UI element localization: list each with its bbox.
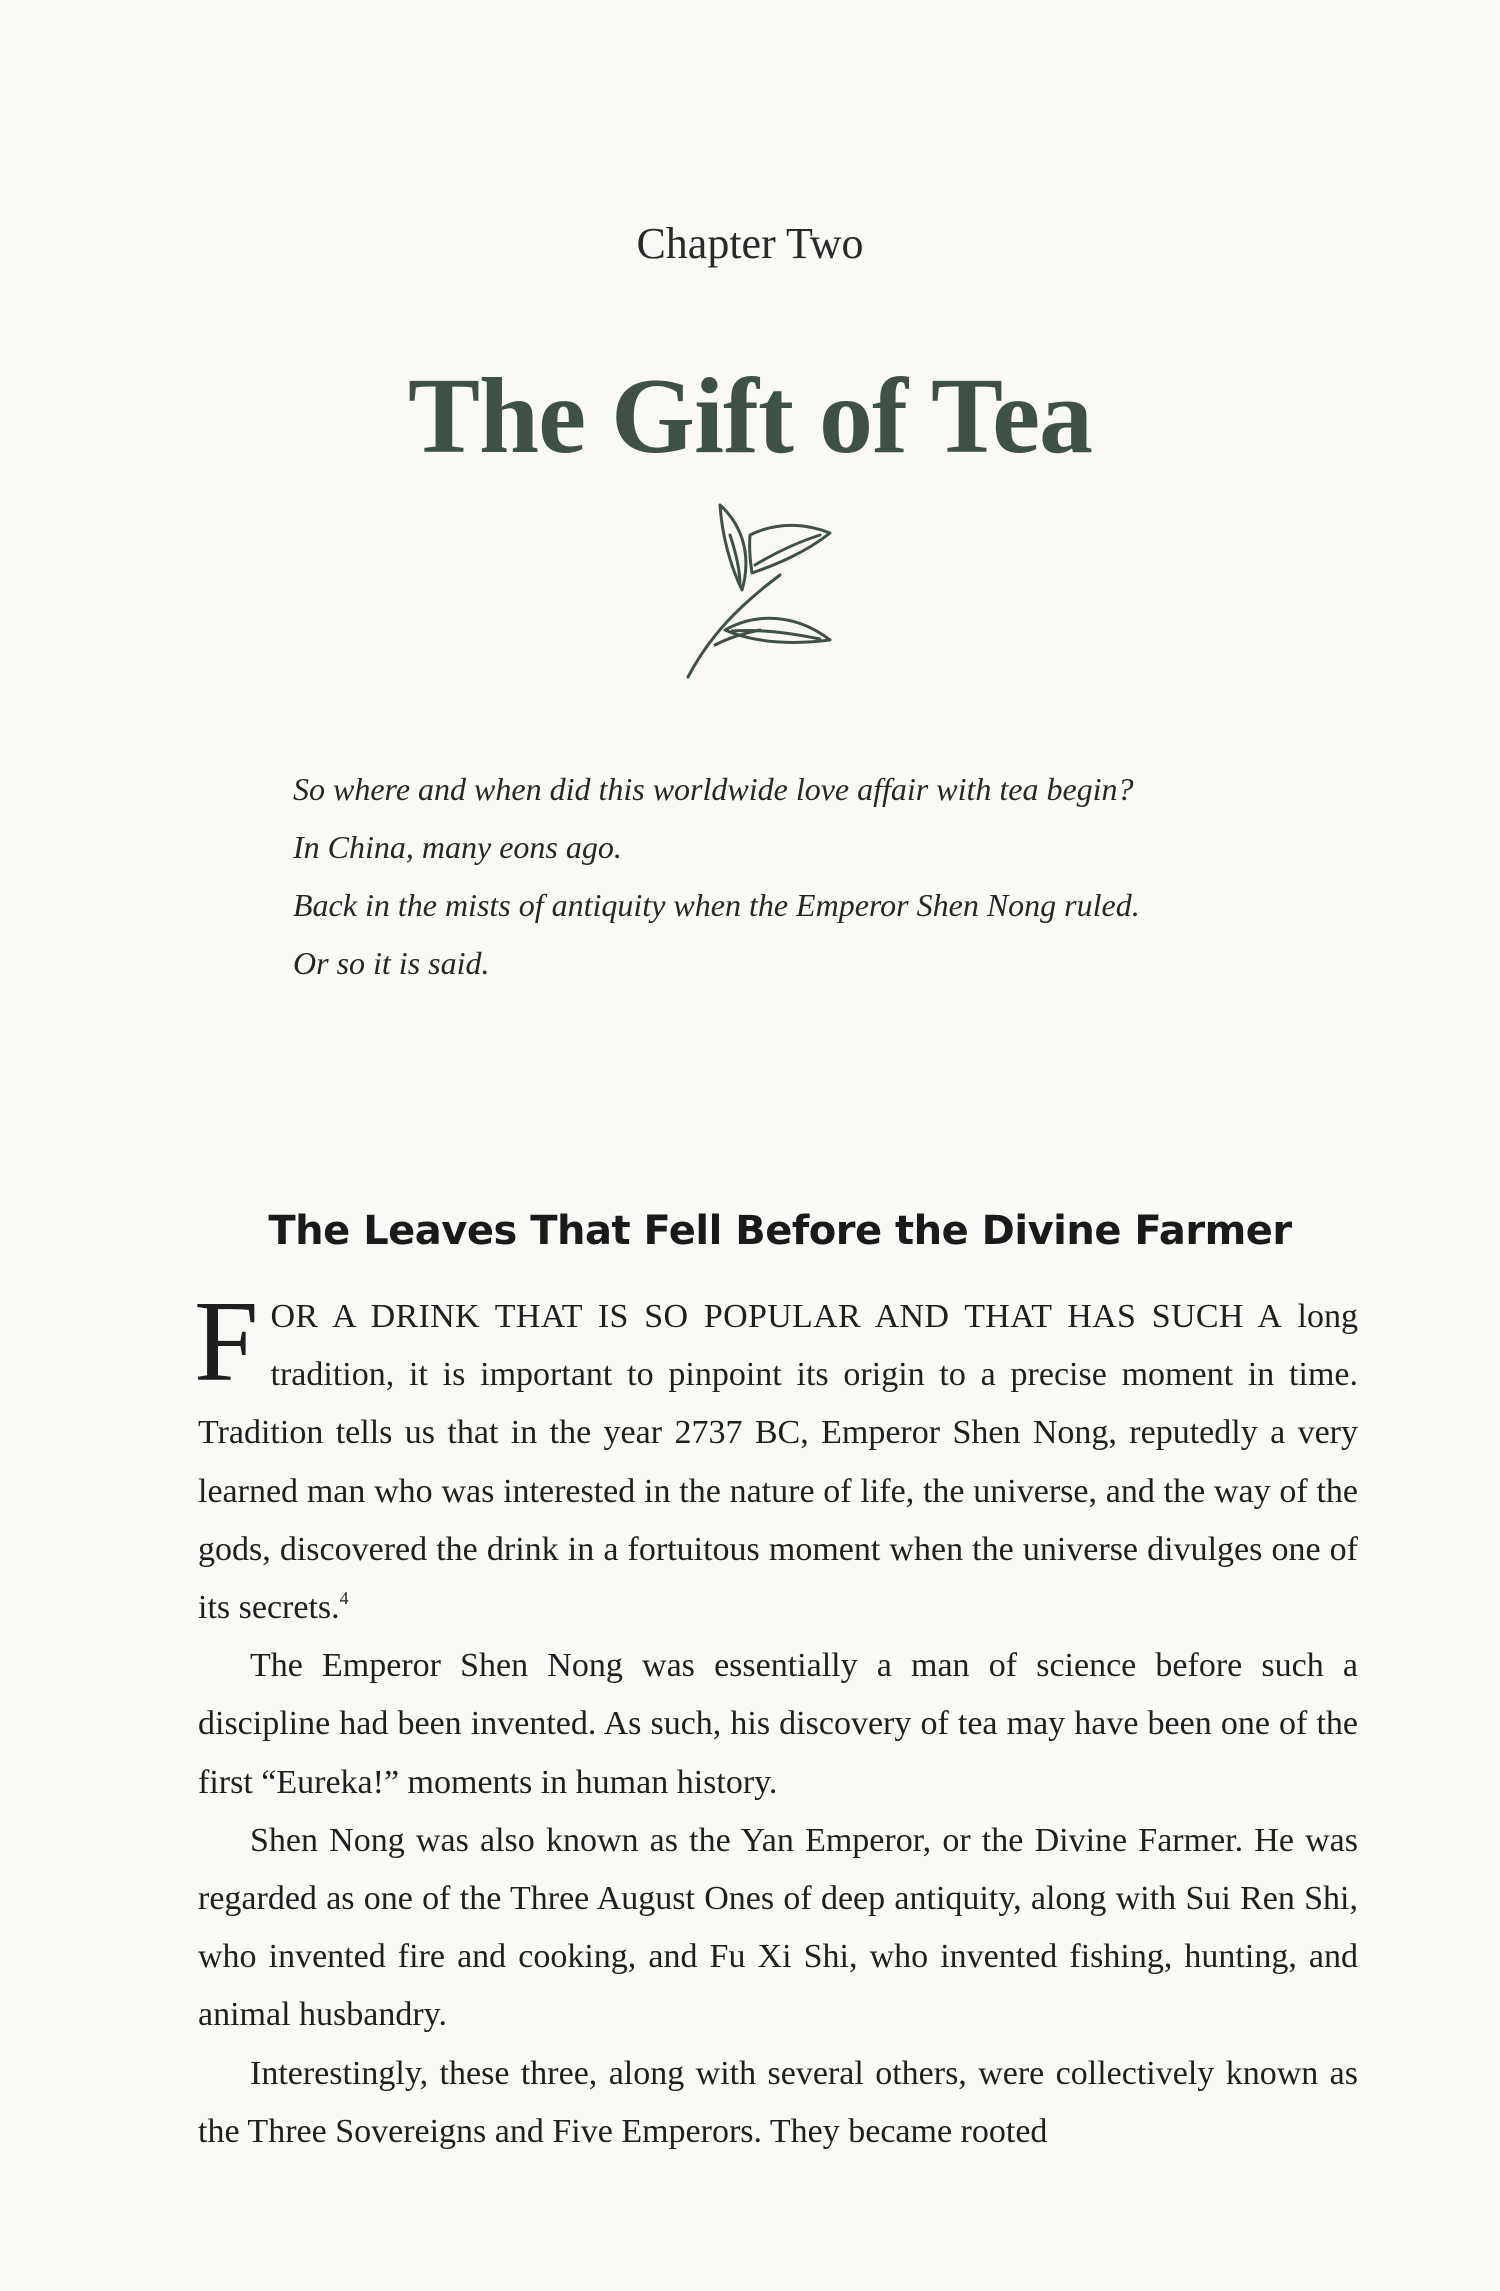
section-heading: The Leaves That Fell Before the Divine Farmer [268,1208,1292,1254]
body-text [194,1278,1358,2161]
drop-cap: F [194,1278,259,1406]
epigraph-line: Back in the mists of antiquity when the Emperor Shen Nong ruled. [293,887,1140,923]
lead-in-caps: OR A DRINK THAT IS SO POPULAR AND THAT HAS SUCH A [270,1298,1283,1335]
body-paragraph: Shen Nong was also known as the Yan Emperor, or the Divine Farmer. He was regarded as one of the Three August Ones of deep antiquity, along with Sui Ren Shi, who invented fire and cooking, and Fu Xi Shi, who invented fishing, hunting, and animal husbandry. [198,1821,1358,2034]
footnote-marker[interactable]: 4 [339,1588,349,1609]
body-paragraph [194,1278,1358,1637]
epigraph-line: Or so it is said. [293,945,490,981]
epigraph-line: So where and when did this worldwide love affair with tea begin? [293,771,1134,807]
paragraph-text: long tradition, it is important to pinpoint its origin to a precise moment in time. Tradition tells us that in the year 2737 BC, Emperor Shen Nong, reputedly a very learned man who was interested in the nature of life, the universe, and the way of the gods, discovered the drink in a fortuitous moment when the universe divulges one of its secrets. [198,1298,1358,1627]
tea-leaf-sprig-icon [670,495,870,685]
chapter-label: Chapter Two [636,219,864,268]
chapter-title: The Gift of Tea [407,357,1093,476]
body-paragraph: The Emperor Shen Nong was essentially a man of science before such a discipline had been invented. As such, his discovery of tea may have been one of the first “Eureka!” moments in human history. [198,1647,1358,1801]
epigraph [293,760,1343,992]
body-paragraph: Interestingly, these three, along with several others, were collectively known as the Three Sovereigns and Five Emperors. They became rooted [198,2054,1358,2150]
epigraph-line: In China, many eons ago. [293,829,622,865]
